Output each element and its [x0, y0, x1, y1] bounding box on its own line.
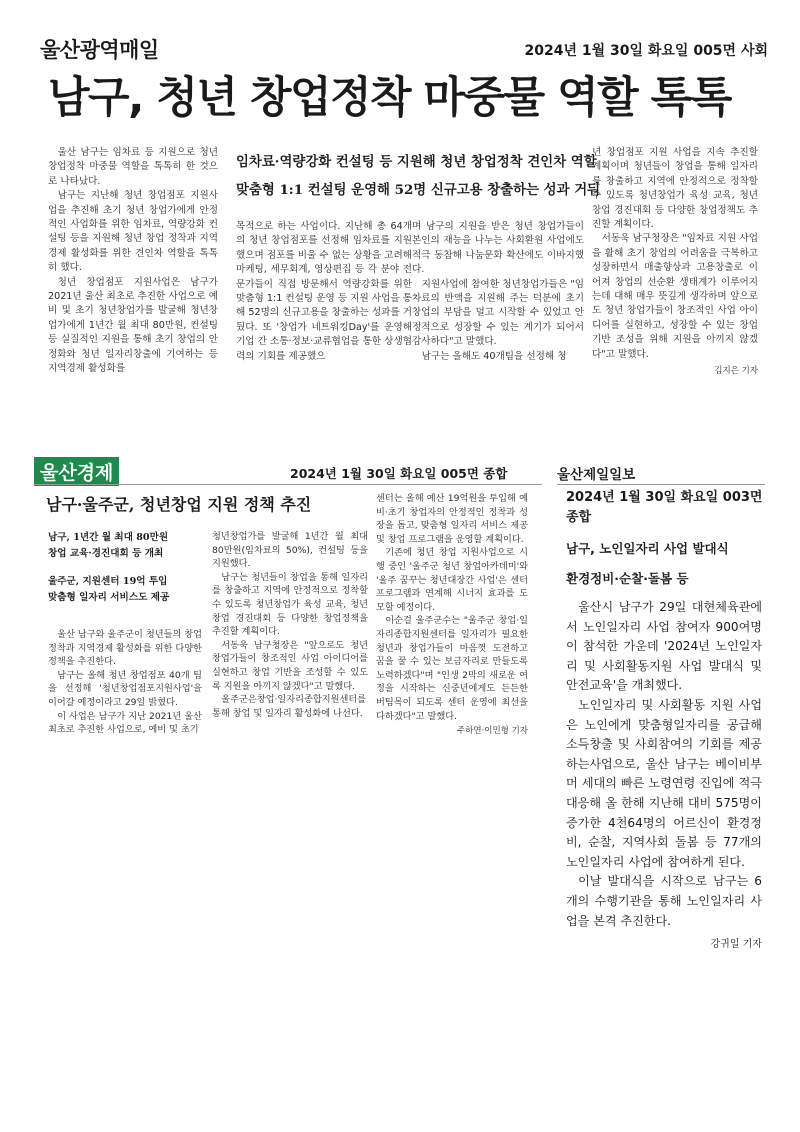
article1-subhead-1: 임차료·역량강화 컨설팅 등 지원해 청년 창업정착 견인차 역할: [236, 154, 597, 170]
article1-column-1: [48, 146, 218, 377]
article1-column-3: [412, 220, 584, 364]
paragraph: 청년창업가를 발굴해 1년간 월 최대 80만원(임차료의 50%), 컨설팅 등을 지원했다.: [212, 531, 368, 570]
article1-column-4: [592, 146, 758, 379]
paragraph: 서동욱 남구청장은 "임차료 지원 사업을 활해 초기 창업의 어려움을 극복하고 성장하면서 매출향상과 고용창출로 이어져 창업의 선순환 생태계가 이루어지는데 대해 매우 뜻깊게 생각하며 앞으로도 청년 창업가들이 창조적인 사업 아이디어를 실현하고, 성장할 수 있는 창업 기반 조성을 위해 지원을 아끼지 않겠다"고 말했다.: [592, 233, 758, 360]
article2-divider: [34, 484, 542, 485]
paragraph: 남구는 지난해 청년 창업점포 지원사업을 추진해 초기 청년 창업가에게 안정적인 사업화를 위한 임차료, 역량강화 컨설팅 등을 지원해 청년 창업 정착과 지역경제 활성화를 위한 견인차 역할을 톡톡히 했다.: [48, 190, 218, 274]
article1-masthead: 울산광역매일: [40, 38, 159, 62]
article3-subhead-1: 남구, 노인일자리 사업 발대식: [566, 541, 729, 556]
paragraph: 청년 창업점포 지원사업은 남구가 2021년 울산 최초로 추진한 사업으로 예비 및 초기 청년창업가를 발굴해 청년창업가에게 1년간 월 최대 80만원, 컨설팅 등 실질적인 지원을 통해 초기 창업의 안정화와 청년 일자리창출에 기여하는 등 지역경제 활성화를: [48, 276, 218, 375]
article3-divider: [557, 484, 765, 485]
paragraph: 남구는 청년들이 창업을 통해 일자리를 창출하고 지역에 안정적으로 정착할 수 있도록 청년창업가 육성 교육, 청년창업 경진대회 등 다양한 창업정책을 추진할 계획이다.: [212, 571, 368, 638]
article2-subheads: [48, 530, 169, 606]
article3-byline: 강귀일 기자: [710, 939, 762, 951]
paragraph: 서동욱 남구청장은 "앞으로도 청년 창업가들이 창조적인 사업 아이디어를 실현하고 창업 기반을 조성할 수 있도록 지원을 아끼지 않겠다"고 말했다.: [212, 639, 368, 692]
paragraph: 이날 발대식을 시작으로 남구는 6개의 수행기관을 통해 노인일자리 사업을 본격 추진한다.: [566, 874, 762, 928]
article2-subhead: 울주군, 지원센터 19억 투입: [48, 576, 168, 587]
paragraph: 년 창업점포 지원 사업을 지속 추진할 계획이며 청년들이 창업을 통해 일자리를 창출하고 지역에 안정적으로 정착할 수 있도록 청년창업가 육성 교육, 청년창업 경진대회 등 다양한 창업정책도 추진할 계획이다.: [592, 147, 758, 231]
article3-subheads: [566, 534, 729, 594]
paragraph: 기존에 청년 창업 지원사업으로 시행 중인 '울주군 청년 창업아카데미'와 '울주 꿈꾸는 청년대장간 사업'은 센터 프로그램과 연계해 시너지 효과를 도모할 예정이다.: [376, 547, 528, 613]
article1-subheads: [236, 148, 601, 204]
paragraph: 울산 남구와 울주군이 청년들의 창업 정착과 지역경제 활성화를 위한 다양한 정책을 추진한다.: [48, 629, 202, 668]
article2-subhead: 창업 교육·경진대회 등 개최: [48, 548, 164, 559]
article1-headline: 남구, 청년 창업정착 마중물 역할 톡톡: [48, 73, 731, 123]
paragraph: 울주군은창업·일자리종합지원센터를 통해 창업 및 일자리 활성화에 나선다.: [212, 694, 367, 719]
article1-column-2: [236, 220, 412, 364]
paragraph: 지원사업에 참여한 청년창업가들은 "임차료의 반액을 지원해 주는 덕분에 초기창업의 부담을 덜고 시작할 수 있었고 안정적으로 성장할 수 있는 계기가 되어서 감사하다"고 말했다.: [412, 278, 584, 348]
paragraph: 며 남구의 지원을 받은 청년 창업가들이 본인의 재능을 나누는 사회환원 사업에도 적극 동참해 나눔문화 확산에도 이바지했다.: [412, 221, 584, 276]
article1-dateline: 2024년 1월 30일 화요일 005면 사회: [524, 43, 768, 59]
article3-body: [566, 598, 762, 955]
paragraph: 이순걸 울주군수는 "울주군 창업·일자리종합지원센터를 일자리가 필요한 청년과 창업가들이 마음껏 도전하고 꿈을 꿀 수 있는 보금자리로 만들도록 노력하겠다"며 "인생 2막의 새로운 여정을 시작하는 신중년에게도 든든한 버팀목이 되도록 센터 운영에 최선을 다하겠다"고 말했다.: [376, 615, 528, 722]
article3-subhead-2: 환경정비·순찰·돌봄 등: [566, 571, 689, 586]
article2-dateline: 2024년 1월 30일 화요일 005면 종합: [290, 466, 508, 481]
article2-column-3: [376, 492, 528, 739]
paragraph: 울산 남구는 임차료 등 지원으로 청년 창업정착 마중물 역할을 톡톡히 한 것으로 나타났다.: [48, 147, 218, 187]
article2-headline: 남구·울주군, 청년창업 지원 정책 추진: [46, 495, 312, 514]
paragraph: 목적으로 하는 사업이다. 지난해 총 64개의 청년 창업점포를 선정해 임차료를 지원했으며 점포를 비울 수 없는 상황을 고려해 마케팅, 세무회계, 영상편집 등 각 분야 전문가들이 직접 방문해서 역량강화를 위한 맞춤형 1:1 컨설팅 운영 등 지원 사업을 통해 52명의 신규고용을 창출하는 성과를 거뒀다. 또 '창업가 네트워킹Day'를 운영해 기업 간 소통·정보·교류협업을 통한 상생협력의 기회를 제공했으: [236, 221, 412, 362]
article3-dateline: 2024년 1월 30일 화요일 003면 종합: [566, 490, 763, 525]
paragraph: 남구는 올해 청년 창업점포 40개 팀을 선정해 '청년창업점포지원사업'을 이어갈 예정이라고 29일 밝혔다.: [48, 669, 202, 708]
paragraph: 남구는 올해도 40개팀을 선정해 청: [421, 350, 567, 362]
article2-masthead: 울산경제: [34, 457, 119, 486]
paragraph: 센터는 올해 예산 19억원을 투입해 예비·초기 창업자의 안정적인 정착과 성장을 돕고, 맞춤형 일자리 서비스 제공 및 창업 프로그램을 운영할 계획이다.: [376, 493, 528, 545]
article2-column-1: [48, 628, 202, 737]
article2-column-2: [212, 530, 368, 720]
paragraph: 이 사업은 남구가 지난 2021년 울산 최초로 추진한 사업으로, 예비 및 초기: [48, 710, 202, 736]
article2-subhead: 맞춤형 일자리 서비스도 제공: [48, 592, 170, 603]
article2-subhead: 남구, 1년간 월 최대 80만원: [48, 532, 169, 543]
article1-byline: 김지은 기자: [714, 366, 758, 377]
paragraph: 노인일자리 및 사회활동 지원 사업은 노인에게 맞춤형일자리를 공급해 소득창출 및 사회참여의 기회를 제공하는사업으로, 울산 남구는 베이비부머 세대의 빠른 노령연령 진입에 적극 대응해 올 한해 지난해 대비 575명이 증가한 4천64명의 어르신이 환경정비, 순찰, 지역사회 돌봄 등 77개의 노인일자리 사업에 참여하게 된다.: [566, 697, 762, 869]
article2-byline: 주하연·이민형 기자: [456, 726, 528, 737]
article1-subhead-2: 맞춤형 1:1 컨설팅 운영해 52명 신규고용 창출하는 성과 거둬: [236, 182, 601, 198]
paragraph: 울산시 남구가 29일 대현체육관에서 노인일자리 사업 참여자 900여명이 참석한 가운데 '2024년 노인일자리 및 사회활동지원 사업 발대식 및 안전교육'을 개최했다.: [566, 600, 762, 693]
article3-masthead: 울산제일일보: [557, 467, 636, 483]
